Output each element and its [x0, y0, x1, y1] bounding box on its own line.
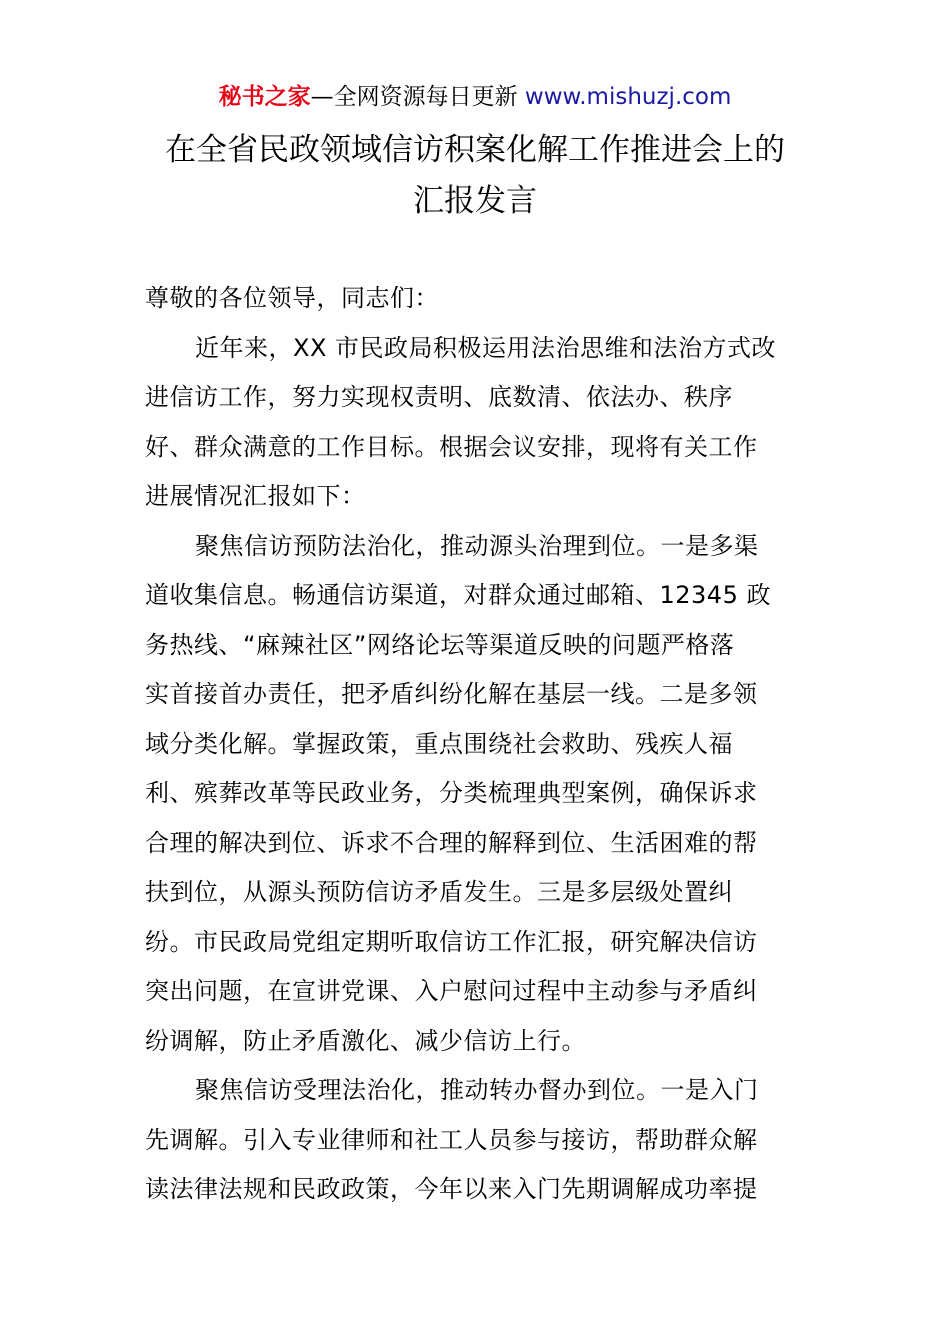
- paragraph-line: 纷调解，防止矛盾激化、减少信访上行。: [145, 1026, 586, 1055]
- paragraph-line: 读法律法规和民政政策，今年以来入门先期调解成功率提: [145, 1175, 758, 1203]
- document-body: [145, 274, 810, 1215]
- paragraph-line: 道收集信息。畅通信访渠道，对群众通过邮箱、12345 政: [145, 581, 771, 609]
- paragraph-line: 聚焦信访预防法治化，推动源头治理到位。一是多渠: [195, 531, 759, 560]
- brand-name: 秘书之家: [218, 84, 311, 110]
- paragraph-line: 务热线、“麻辣社区”网络论坛等渠道反映的问题严格落: [145, 630, 735, 659]
- site-url-link[interactable]: www.mishuzj.com: [524, 84, 732, 110]
- paragraph-line: 突出问题，在宣讲党课、入户慰问过程中主动参与矛盾纠: [145, 977, 758, 1005]
- paragraph-line: 纷。市民政局党组定期听取信访工作汇报，研究解决信访: [145, 927, 758, 956]
- paragraph-line: 进信访工作，努力实现权责明、底数清、依法办、秩序: [145, 383, 733, 411]
- salutation: 尊敬的各位领导，同志们：: [145, 284, 439, 312]
- site-banner: [0, 80, 950, 114]
- paragraph-line: 近年来，XX 市民政局积极运用法治思维和法治方式改: [195, 333, 777, 362]
- paragraph-line: 扶到位，从源头预防信访矛盾发生。三是多层级处置纠: [145, 878, 733, 906]
- paragraph-line: 实首接首办责任，把矛盾纠纷化解在基层一线。二是多领: [145, 680, 758, 708]
- paragraph-line: 好、群众满意的工作目标。根据会议安排，现将有关工作: [145, 432, 758, 461]
- title-line-2: 汇报发言: [413, 183, 537, 219]
- document-title: [100, 125, 850, 227]
- banner-tagline: —全网资源每日更新: [310, 84, 518, 110]
- paragraph-line: 聚焦信访受理法治化，推动转办督办到位。一是入门: [195, 1076, 759, 1104]
- paragraph-line: 利、殡葬改革等民政业务，分类梳理典型案例，确保诉求: [145, 779, 758, 807]
- paragraph-line: 合理的解决到位、诉求不合理的解释到位、生活困难的帮: [145, 828, 758, 857]
- title-line-1: 在全省民政领域信访积案化解工作推进会上的: [165, 132, 785, 168]
- paragraph-line: 进展情况汇报如下：: [145, 482, 366, 510]
- paragraph-line: 域分类化解。掌握政策，重点围绕社会救助、残疾人福: [145, 729, 733, 758]
- paragraph-line: 先调解。引入专业律师和社工人员参与接访，帮助群众解: [145, 1125, 758, 1154]
